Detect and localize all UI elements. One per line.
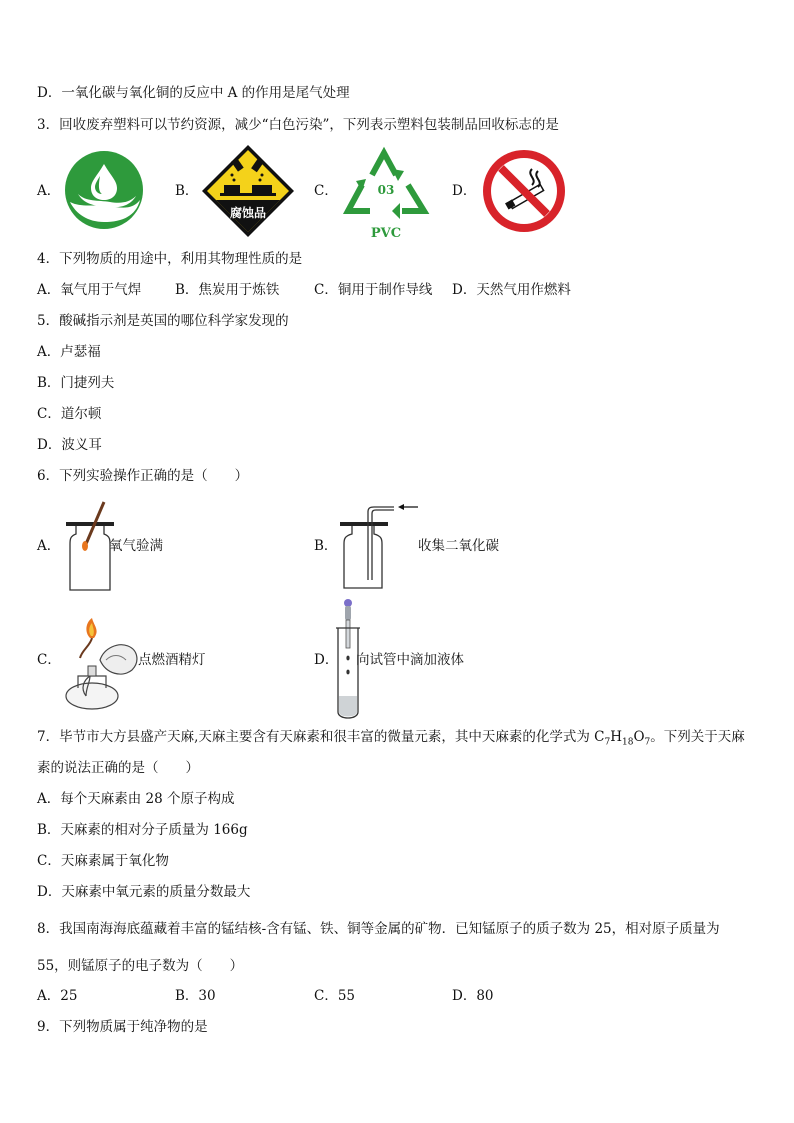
oxygen-test-bottle-icon [62,500,114,592]
q4-stem: 4．下列物质的用途中，利用其物理性质的是 [37,251,303,267]
q3-label-a: A． [37,183,61,199]
q9-stem: 9．下列物质属于纯净物的是 [37,1019,208,1035]
q8-option-a: A．25 [37,988,78,1004]
q6-stem: 6．下列实验操作正确的是（ ） [37,468,249,484]
q7-formula-o: O [633,729,645,745]
corrosive-warning-icon [200,143,296,239]
q5-option-b: B．门捷列夫 [37,375,115,391]
corrosive-label: 腐蚀品 [229,206,267,220]
q2-option-d: D．一氧化碳与氧化铜的反应中 A 的作用是尾气处理 [37,85,350,101]
no-smoking-icon [482,149,566,233]
q8-option-b: B．30 [175,988,216,1004]
q8-option-d: D．80 [452,988,494,1004]
q7-stem-pre: 7．毕节市大方县盛产天麻,天麻主要含有天麻素和很丰富的微量元素，其中天麻素的化学式为 C [37,729,605,745]
q4-option-b: B．焦炭用于炼铁 [175,282,280,298]
q3-stem: 3．回收废弃塑料可以节约资源，减少“白色污染”，下列表示塑料包装制品回收标志的是 [37,117,559,133]
q8-stem-line1: 8．我国南海海底蕴藏着丰富的锰结核-含有锰、铁、铜等金属的矿物．已知锰原子的质子数为 25，相对原子质量为 [37,921,720,937]
q6-caption-a: 氧气验满 [109,538,163,554]
q7-option-a: A．每个天麻素由 28 个原子构成 [37,791,235,807]
q6-label-c: C． [37,652,61,668]
q7-option-d: D．天麻素中氧元素的质量分数最大 [37,884,251,900]
q8-stem-line2: 55，则锰原子的电子数为（ ） [37,958,244,974]
q7-stem [37,728,745,752]
q7-option-b: B．天麻素的相对分子质量为 166g [37,822,248,838]
q7-formula-o-count: 7 [644,737,651,748]
water-saving-icon [64,150,144,230]
q6-caption-c: 点燃酒精灯 [138,652,206,668]
q6-label-a: A． [37,538,61,554]
q7-formula-h-count: 18 [622,737,634,748]
q7-formula-h: H [610,729,623,745]
q6-label-b: B． [314,538,338,554]
q6-label-d: D． [314,652,339,668]
recycle-code: PVC [370,226,402,241]
q3-label-b: B． [175,183,199,199]
q7-formula-c-count: 7 [604,737,611,748]
q3-label-c: C． [314,183,338,199]
q7-stem-post: 。下列关于天麻 [650,729,745,745]
q5-option-a: A．卢瑟福 [37,344,101,360]
q6-caption-b: 收集二氧化碳 [418,538,499,554]
q5-option-d: D．波义耳 [37,437,102,453]
q5-stem: 5．酸碱指示剂是英国的哪位科学家发现的 [37,313,289,329]
q4-option-c: C．铜用于制作导线 [314,282,433,298]
q7-option-c: C．天麻素属于氧化物 [37,853,169,869]
q6-caption-d: 向试管中滴加液体 [356,652,464,668]
alcohol-lamp-icon [60,616,144,712]
q7-stem-line2: 素的说法正确的是（ ） [37,760,199,776]
q5-option-c: C．道尔顿 [37,406,102,422]
q8-option-c: C．55 [314,988,356,1004]
recycle-triangle-icon [340,145,432,241]
gas-collection-bottle-icon [338,500,422,592]
q4-option-d: D．天然气用作燃料 [452,282,571,298]
q3-label-d: D． [452,183,477,199]
q4-option-a: A．氧气用于气焊 [37,282,142,298]
recycle-number: 03 [377,183,395,197]
